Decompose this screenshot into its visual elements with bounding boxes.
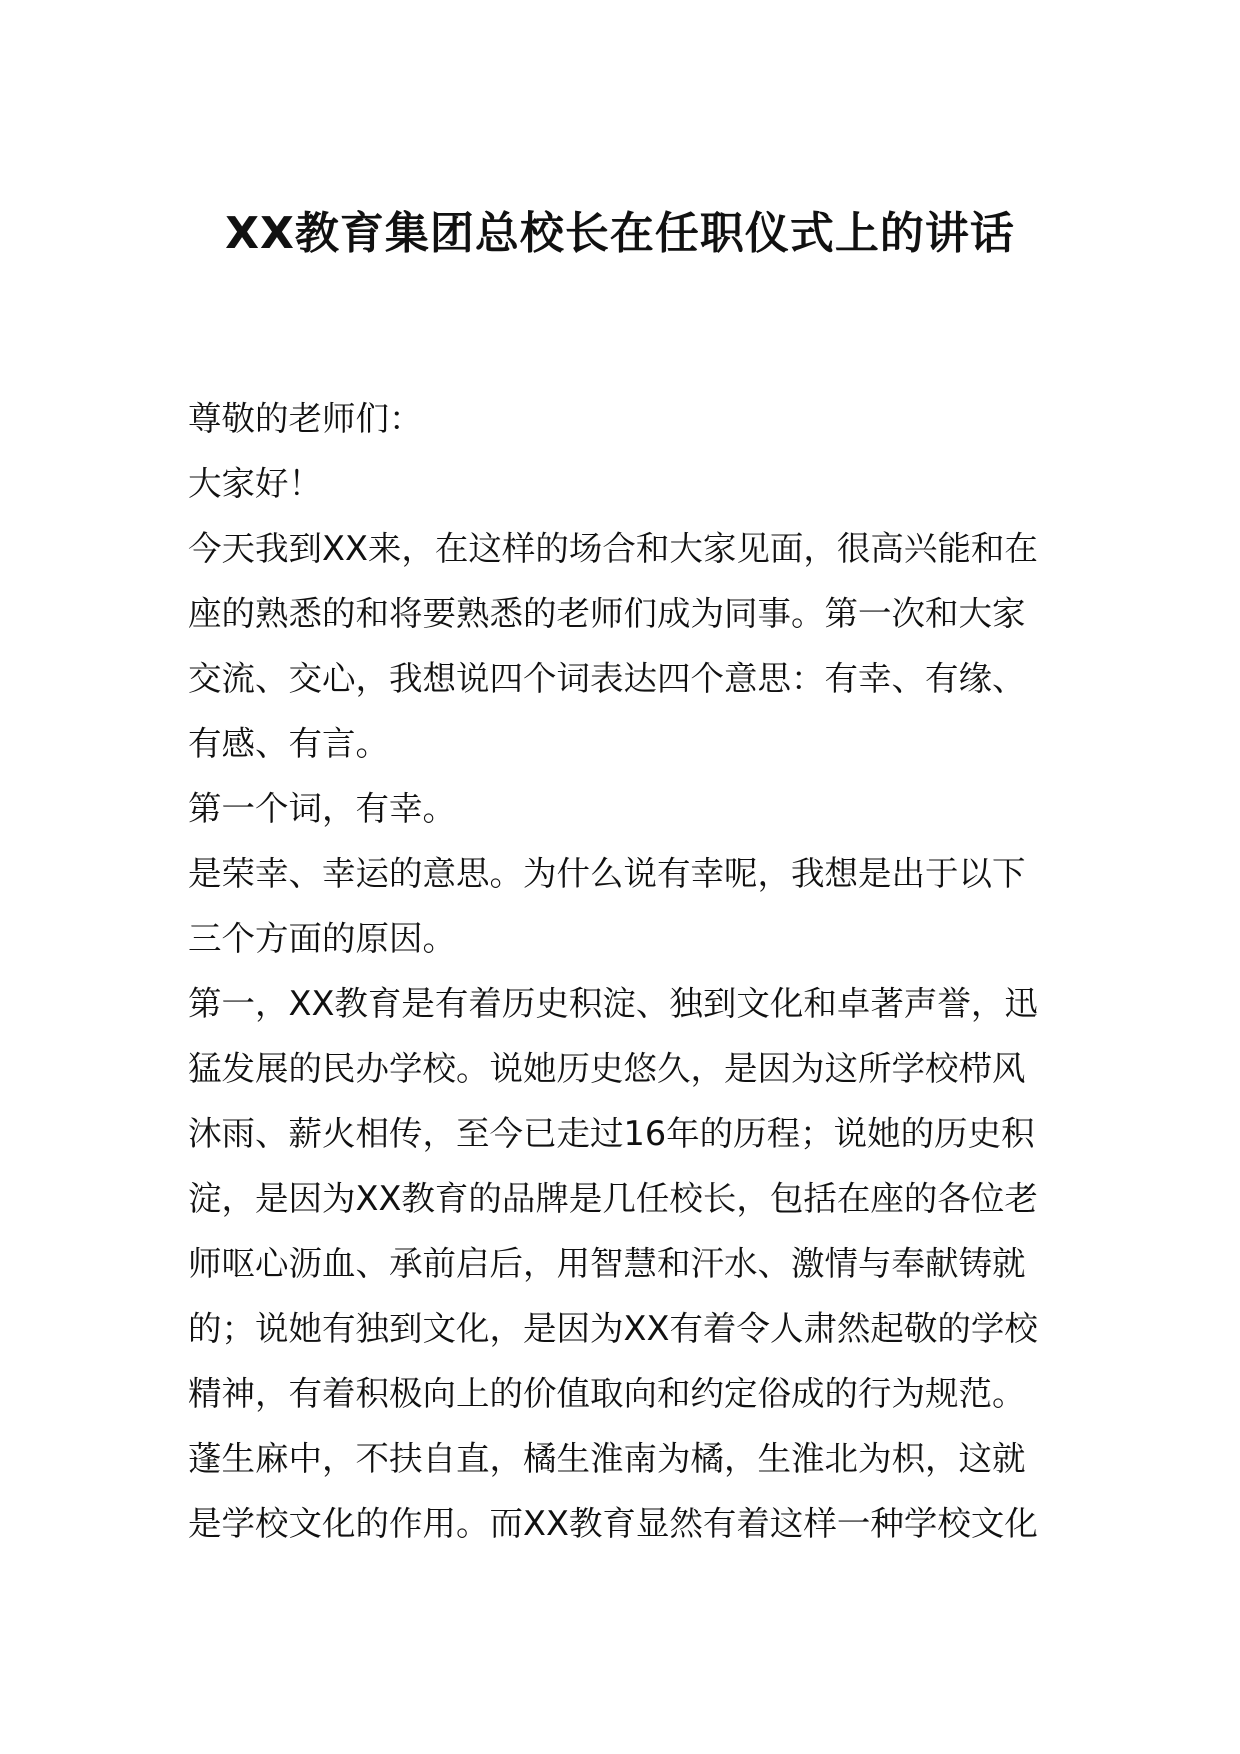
body-line: 蓬生麻中，不扶自直，橘生淮南为橘，生淮北为枳，这就: [188, 1439, 1026, 1478]
body-line: 精神，有着积极向上的价值取向和约定俗成的行为规范。: [188, 1374, 1026, 1413]
body-line: 尊敬的老师们：: [188, 399, 423, 438]
document-title: XX教育集团总校长在任职仪式上的讲话: [225, 208, 1015, 259]
body-line: 淀，是因为XX教育的品牌是几任校长，包括在座的各位老: [188, 1179, 1038, 1218]
body-line: 今天我到XX来，在这样的场合和大家见面，很高兴能和在: [188, 529, 1038, 568]
body-line: 的；说她有独到文化，是因为XX有着令人肃然起敬的学校: [188, 1309, 1038, 1348]
body-line: 猛发展的民办学校。说她历史悠久，是因为这所学校栉风: [188, 1049, 1026, 1088]
body-line: 第一，XX教育是有着历史积淀、独到文化和卓著声誉，迅: [188, 984, 1038, 1023]
body-line: 座的熟悉的和将要熟悉的老师们成为同事。第一次和大家: [188, 594, 1026, 633]
body-line: 大家好！: [188, 464, 322, 503]
body-line: 交流、交心，我想说四个词表达四个意思：有幸、有缘、: [188, 659, 1026, 698]
body-line: 第一个词，有幸。: [188, 789, 456, 828]
body-line: 沐雨、薪火相传，至今已走过16年的历程；说她的历史积: [188, 1114, 1035, 1153]
body-line: 是学校文化的作用。而XX教育显然有着这样一种学校文化: [188, 1504, 1038, 1543]
body-line: 是荣幸、幸运的意思。为什么说有幸呢，我想是出于以下: [188, 854, 1026, 893]
body-line: 有感、有言。: [188, 724, 389, 763]
body-line: 师呕心沥血、承前启后，用智慧和汗水、激情与奉献铸就: [188, 1244, 1026, 1283]
document-body: [188, 386, 1058, 1556]
body-line: 三个方面的原因。: [188, 919, 456, 958]
